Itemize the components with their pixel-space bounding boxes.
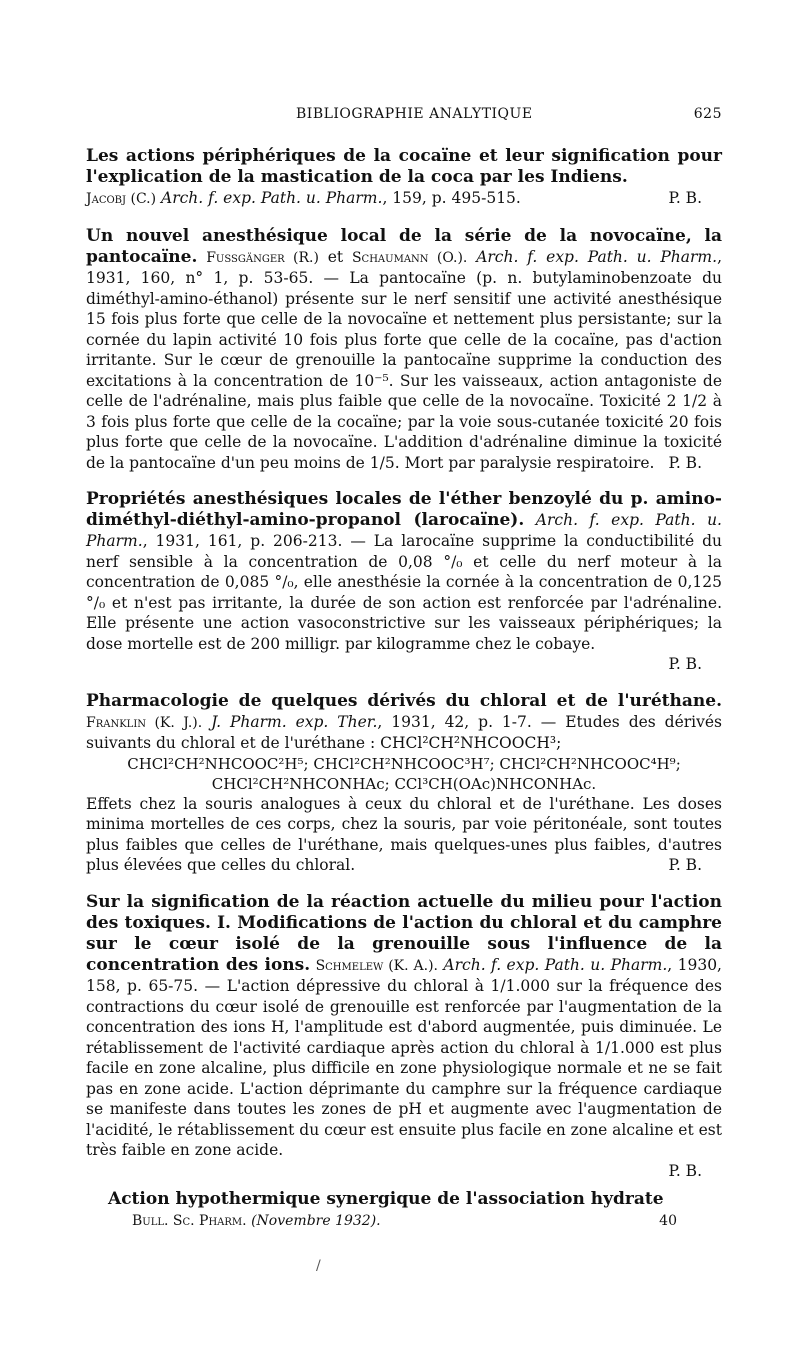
- entry-journal: Arch. f. exp. Path. u. Pharm.: [161, 189, 383, 207]
- entry-paragraph: [86, 226, 722, 474]
- entry-signature: P. B.: [668, 1161, 702, 1180]
- entry-6: [86, 1189, 722, 1210]
- entry-journal: Arch. f. exp. Path. u. Pharm.: [443, 955, 668, 974]
- footer-signature-mark: 40: [659, 1213, 677, 1229]
- entry-text: La pantocaïne (p. n. butylaminobenzoate du diméthyl-amino-éthanol) présente sur le nerf sensitif une activité anesthésique 15 fois plus forte que celle de la novocaïne et nettement plus persistante; sur la cornée du lapin activité 10 fois plus forte que celle de la cocaïne, pas d'action irritante. Sur le cœur de grenouille la pantocaïne supprime la conduction des excitations à la concentration de 10⁻⁵. Sur les vaisseaux, action antagoniste de celle de l'adrénaline, mais plus faible que celle de la novocaïne. Toxicité 2 1/2 à 3 fois plus forte que celle de la cocaïne; par la voie sous-cutanée toxicité 20 fois plus forte que celle de la novocaïne. L'addition d'adrénaline diminue la toxicité de la pantocaïne d'un peu moins de 1/5. Mort par paralysie respiratoire.: [86, 269, 722, 472]
- entry-ref: , 159, p. 495-515.: [382, 189, 521, 207]
- entry-text: La larocaïne supprime la conductibilité du nerf sensible à la concentration de 0,08 °/₀ et celle du nerf moteur à la concentration de 0,085 °/₀, elle anesthésie la cornée à la concentration de 0,125 °/₀ et n'est pas irritante, la durée de son action est renforcée par l'adrénaline. Elle présente une action vasoconstrictive sur les vaisseaux périphériques; la dose mortelle est de 200 milligr. par kilogramme chez le cobaye.: [86, 532, 722, 653]
- entry-signature: P. B.: [668, 856, 702, 874]
- entry-author: Fussgänger (R.): [206, 249, 319, 266]
- entry-5: [86, 892, 722, 1182]
- entry-paragraph: [86, 794, 722, 876]
- entry-author: Schaumann (O.).: [351, 249, 468, 266]
- entry-reference: [86, 188, 722, 210]
- stray-mark: /: [316, 1258, 321, 1274]
- entry-ref: , 1931, 42, p. 1-7. —: [377, 712, 557, 731]
- entry-title: Un nouvel anesthésique local de la série de la novocaïne, la pantocaïne.: [86, 225, 722, 267]
- formula-line: CHCl²CH²NHCONHAc; CCl³CH(OAc)NHCONHAc.: [211, 774, 597, 793]
- entry-conjunction: et: [327, 247, 344, 266]
- entry-2: [86, 226, 722, 474]
- entry-ref: , 1931, 161, p. 206-213. —: [142, 532, 366, 550]
- formula-line: CHCl²CH²NHCOOC²H⁵; CHCl²CH²NHCOOC³H⁷; CHCl²CH²NHCOOC⁴H⁹;: [127, 754, 681, 773]
- entry-signature: P. B.: [668, 655, 702, 673]
- entry-title: Propriétés anesthésiques locales de l'éther benzoylé du p. amino-diméthyl-diéthyl-amino-propanol (larocaïne).: [86, 489, 722, 530]
- entry-text-intro: Etudes des dérivés suivants du chloral et de l'uréthane : CHCl²CH²NHCOOCH³;: [86, 712, 723, 752]
- entry-title: Sur la signification de la réaction actuelle du milieu pour l'action des toxiques. I. Modifications de l'action du chloral et du camphre sur le cœur isolé de la grenouille sous l'influence de la concentration des ions.: [86, 891, 722, 975]
- entry-author: Schmelew (K. A.).: [315, 957, 438, 974]
- entry-title: Action hypothermique synergique de l'association hydrate: [108, 1189, 664, 1209]
- entry-title: Les actions périphériques de la cocaïne et leur signification pour l'explication de la mastication de la coca par les Indiens.: [86, 146, 722, 187]
- footer-journal: [132, 1213, 381, 1229]
- entry-journal: J. Pharm. exp. Ther.: [211, 712, 378, 731]
- entry-signature: P. B.: [668, 453, 702, 472]
- entry-4: [86, 691, 722, 876]
- entry-journal: Arch. f. exp. Path. u. Pharm.: [476, 247, 718, 266]
- entry-paragraph: [86, 892, 722, 1161]
- page: [86, 104, 722, 1210]
- entry-text: L'action dépressive du chloral à 1/1.000 sur la fréquence des contractions du cœur isolé de grenouille est renforcée par l'augmentation de la concentration des ions H, l'amplitude est d'abord augmentée, puis diminuée. Le rétablissement de l'activité cardiaque après action du chloral à 1/1.000 est plus facile en zone alcaline, plus difficile en zone physiologique normale et ne se fait pas en zone acide. L'action déprimante du camphre sur la fréquence cardiaque se manifeste dans toutes les zones de pH et augmente avec l'augmentation de l'acidité, le rétablissement du cœur est ensuite plus facile en zone alcaline et est très faible en zone acide.: [86, 977, 722, 1159]
- entry-ref: , 1930, 158, p. 65-75. —: [86, 955, 722, 995]
- entry-author: Jacobj (C.): [86, 191, 157, 207]
- entry-author: Franklin (K. J.).: [86, 714, 203, 731]
- entry-paragraph: [86, 489, 722, 654]
- running-header: [86, 104, 722, 130]
- entry-paragraph: [86, 691, 722, 754]
- entry-signature: P. B.: [668, 189, 702, 207]
- footer-journal-name: Bull. Sc. Pharm.: [132, 1213, 247, 1229]
- entry-1: [86, 146, 722, 210]
- entry-text: Effets chez la souris analogues à ceux du chloral et de l'uréthane. Les doses minima mortelles de ces corps, chez la souris, par voie péritonéale, sont toutes plus faibles que celles de l'uréthane, mais quelques-unes plus faibles, d'autres plus élevées que celles du chloral.: [86, 794, 722, 874]
- entry-title: Pharmacologie de quelques dérivés du chloral et de l'uréthane.: [86, 690, 722, 711]
- entry-3: [86, 489, 722, 675]
- page-number: 625: [693, 106, 722, 122]
- footer-issue-date: (Novembre 1932).: [251, 1213, 381, 1229]
- entry-ref: , 1931, 160, n° 1, p. 53-65. —: [86, 247, 722, 287]
- entry-journal: Arch. f. exp. Path. u. Pharm.: [86, 511, 722, 550]
- running-title: BIBLIOGRAPHIE ANALYTIQUE: [296, 106, 533, 122]
